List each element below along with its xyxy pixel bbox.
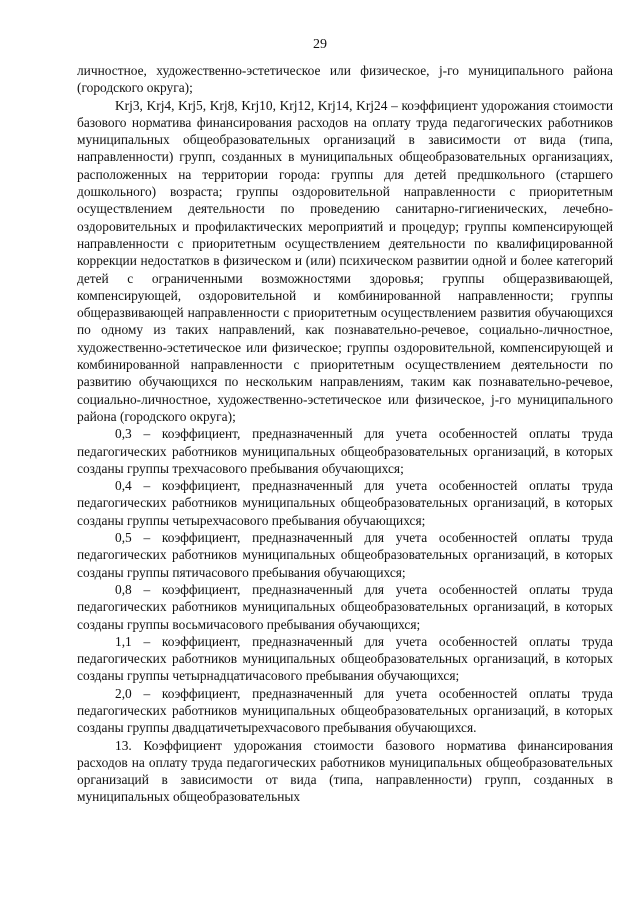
paragraph-continuation: личностное, художественно-эстетическое или физическое, j-го муниципального района (городского округа); xyxy=(77,63,613,96)
paragraph-coefficient-1-1: 1,1 – коэффициент, предназначенный для учета особенностей оплаты труда педагогических работников муниципальных общеобразовательных организаций, в которых созданы группы четырнадцатичасового пребывания обучающихся; xyxy=(77,633,613,684)
page-number: 29 xyxy=(313,37,327,52)
paragraph-coefficient-0-3: 0,3 – коэффициент, предназначенный для учета особенностей оплаты труда педагогических работников муниципальных общеобразовательных организаций, в которых созданы группы трехчасового пребывания обучающихся; xyxy=(77,426,613,476)
paragraph-item-13: 13. Коэффициент удорожания стоимости базового норматива финансирования расходов на оплату труда педагогических работников муниципальных общеобразовательных организаций в зависимости от вида (типа, направленности) групп, созданных в муниципальных общеобразовательных xyxy=(77,737,613,805)
paragraph-coefficient-2-0: 2,0 – коэффициент, предназначенный для учета особенностей оплаты труда педагогических работников муниципальных общеобразовательных организаций, в которых созданы группы двадцатичетырехчасового пребывания обучающихся. xyxy=(77,685,613,736)
body-text xyxy=(77,62,613,806)
paragraph-krj-definition: Krj3, Krj4, Krj5, Krj8, Krj10, Krj12, Krj14, Krj24 – коэффициент удорожания стоимости базового норматива финансирования расходов на оплату труда педагогических работников муниципальных общеобразовательных организаций в зависимости от вида (типа, направленности) групп, созданных в муниципальных общеобразовательных организациях, расположенных на территории города: группы для детей предшкольного (старшего дошкольного) возраста; группы оздоровительной направленности с приоритетным осуществлением деятельности по проведению санитарно-гигиенических, лечебно-оздоровительных и профилактических мероприятий и процедур; группы компенсирующей направленности с приоритетным осуществлением деятельности по квалифицированной коррекции недостатков в физическом и (или) психическом развитии одной и более категорий детей с ограниченными возможностями здоровья; группы общеразвивающей, компенсирующей, оздоровительной и комбинированной направленности; группы общеразвивающей направленности с приоритетным осуществлением развития обучающихся по одному из таких направлений, как познавательно-речевое, социально-личностное, художественно-эстетическое или физическое; группы оздоровительной, компенсирующей и комбинированной направленности с приоритетным осуществлением деятельности по развитию обучающихся по нескольким направлениям, таким как познавательно-речевое, социально-личностное, художественно-эстетическое или физическое, j-го муниципального района (городского округа); xyxy=(77,97,613,424)
paragraph-coefficient-0-8: 0,8 – коэффициент, предназначенный для учета особенностей оплаты труда педагогических работников муниципальных общеобразовательных организаций, в которых созданы группы восьмичасового пребывания обучающихся; xyxy=(77,581,613,632)
paragraph-coefficient-0-5: 0,5 – коэффициент, предназначенный для учета особенностей оплаты труда педагогических работников муниципальных общеобразовательных организаций, в которых созданы группы пятичасового пребывания обучающихся; xyxy=(77,530,613,580)
paragraph-coefficient-0-4: 0,4 – коэффициент, предназначенный для учета особенностей оплаты труда педагогических работников муниципальных общеобразовательных организаций, в которых созданы группы четырехчасового пребывания обучающихся; xyxy=(77,478,613,528)
